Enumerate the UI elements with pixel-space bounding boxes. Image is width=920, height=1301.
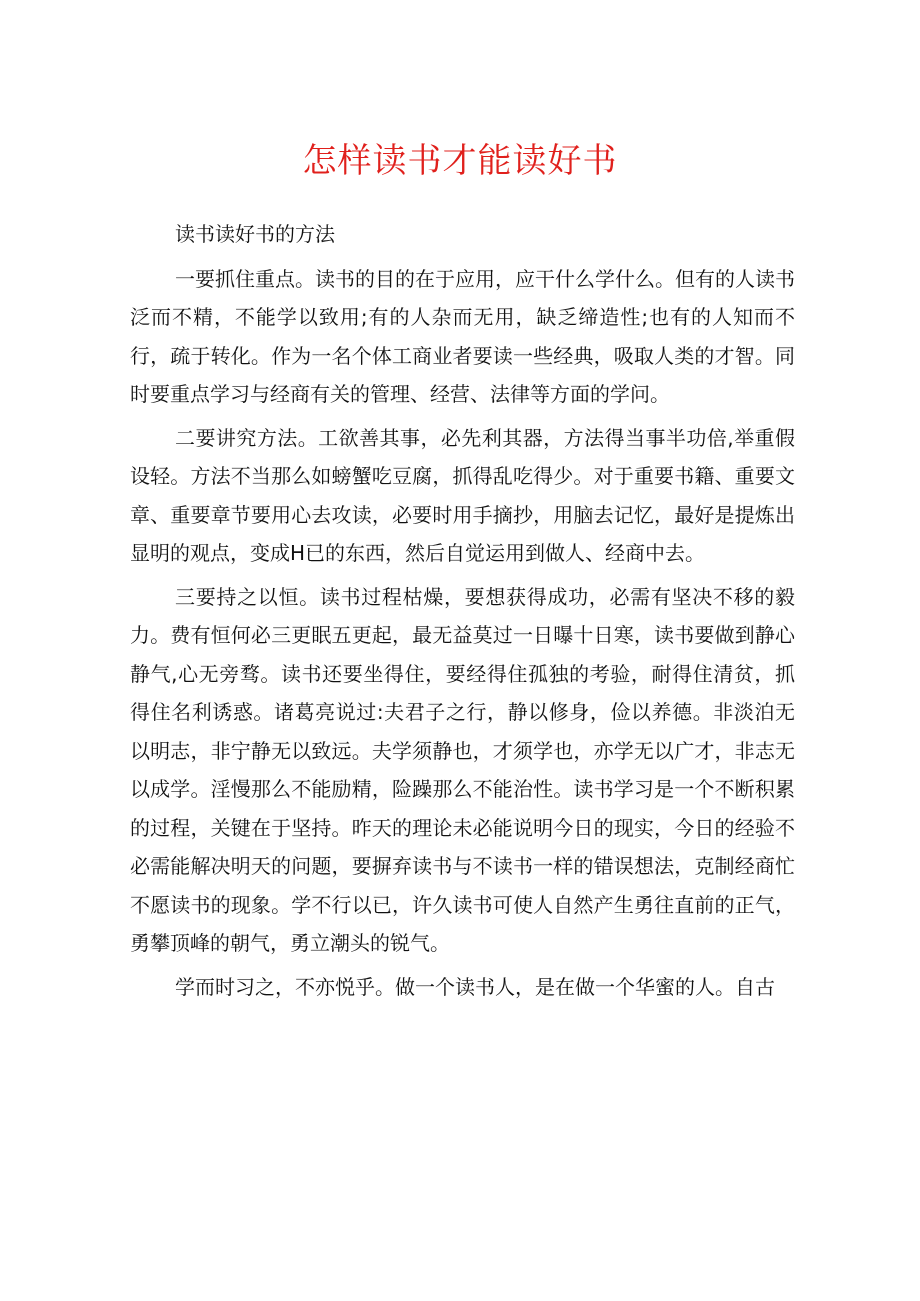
paragraph: 学而时习之，不亦悦乎。做一个读书人，是在做一个华蜜的人。自古 [175, 974, 775, 999]
document-body [130, 215, 795, 1011]
paragraph: 一要抓住重点。读书的目的在于应用，应干什么学什么。但有的人读书泛而不精，不能学以致用;有的人杂而无用，缺乏缔造性;也有的人知而不行，疏于转化。作为一名个体工商业者要读一些经典，吸取人类的才智。同时要重点学习与经商有关的管理、经营、法律等方面的学问。 [130, 266, 795, 406]
paragraph: 三要持之以恒。读书过程枯燥，要想获得成功，必需有坚决不移的毅力。费有恒何必三更眠五更起，最无益莫过一日曝十日寒，读书要做到静心静气,心无旁骛。读书还要坐得住，要经得住孤独的考验，耐得住清贫，抓得住名利诱惑。诸葛亮说过:夫君子之行，静以修身，俭以养德。非淡泊无以明志，非宁静无以致远。夫学须静也，才须学也，亦学无以广才，非志无以成学。淫慢那么不能励精，险躁那么不能治性。读书学习是一个不断积累的过程，关键在于坚持。昨天的理论未必能说明今日的现实，今日的经验不必需能解决明天的问题，要摒弃读书与不读书一样的错误想法，克制经商忙不愿读书的现象。学不行以已，许久读书可使人自然产生勇往直前的正气，勇攀顶峰的朝气，勇立潮头的锐气。 [130, 584, 795, 955]
section-heading: 读书读好书的方法 [175, 222, 335, 246]
paragraph: 二要讲究方法。工欲善其事，必先利其器，方法得当事半功倍,举重假设轻。方法不当那么如螃蟹吃豆腐，抓得乱吃得少。对于重要书籍、重要文章、重要章节要用心去攻读，必要时用手摘抄，用脑去记忆，最好是提炼出显明的观点，变成H已的东西，然后自觉运用到做人、经商中去。 [130, 425, 795, 565]
document-title: 怎样读书才能读好书 [302, 141, 618, 181]
